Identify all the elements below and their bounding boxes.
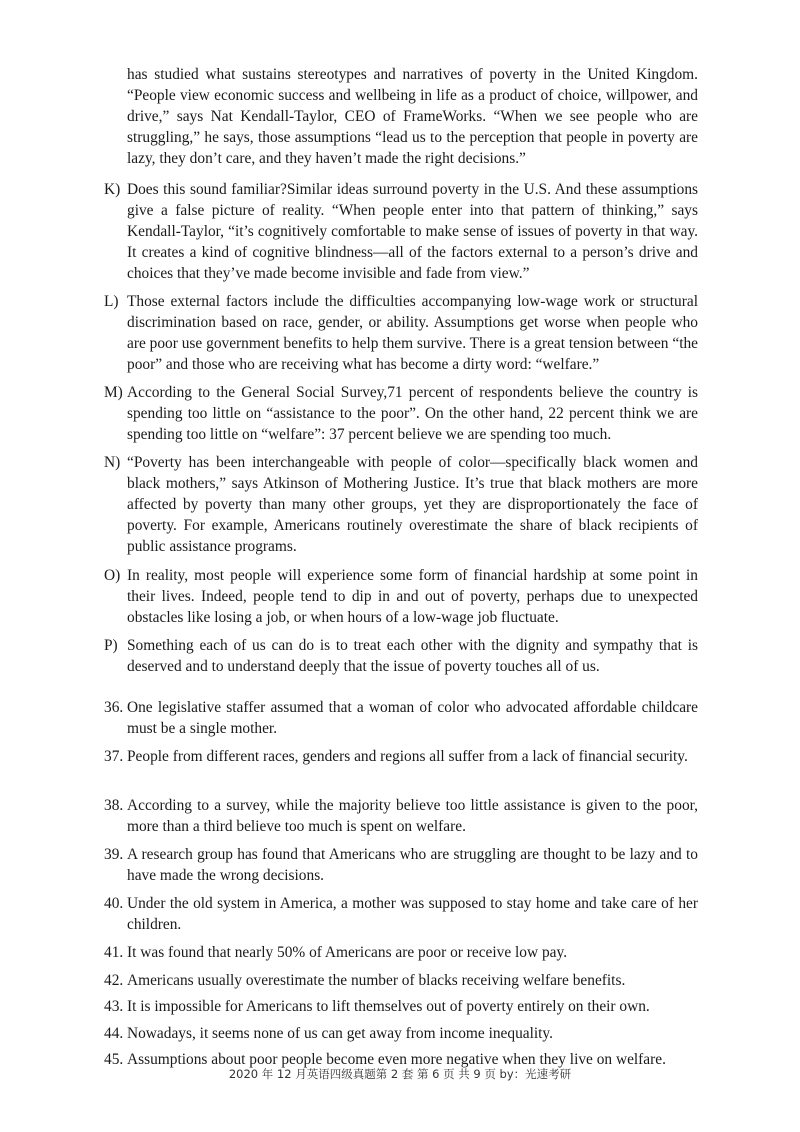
question-41 [104, 942, 698, 963]
paragraph-n [104, 452, 698, 557]
question-38 [104, 795, 698, 837]
question-text: One legislative staffer assumed that a woman of color who advocated affordable childcare must be a single mother. [127, 699, 698, 737]
paragraph-label: N) [104, 454, 121, 471]
question-number: 40. [104, 895, 124, 912]
paragraph-o [104, 565, 698, 628]
question-text: Assumptions about poor people become even more negative when they live on welfare. [127, 1051, 666, 1068]
question-number: 42. [104, 972, 124, 989]
question-number: 37. [104, 748, 124, 765]
question-number: 36. [104, 699, 124, 716]
paragraph-label: M) [104, 384, 123, 401]
question-text: Americans usually overestimate the number of blacks receiving welfare benefits. [127, 972, 626, 989]
paragraph-label: P) [104, 637, 118, 654]
paragraph-label: L) [104, 293, 119, 310]
question-36 [104, 697, 698, 739]
question-text: It was found that nearly 50% of Americans are poor or receive low pay. [127, 944, 568, 961]
question-text: Nowadays, it seems none of us can get away from income inequality. [127, 1025, 553, 1042]
paragraph-text: “Poverty has been interchangeable with people of color—specifically black women and black mothers,” says Atkinson of Mothering Justice. It’s true that black mothers are more affected by poverty than many other groups, yet they are disproportionately the face of poverty. For example, Americans routinely overestimate the share of black recipients of public assistance programs. [127, 454, 698, 555]
question-number: 41. [104, 944, 124, 961]
question-39 [104, 844, 698, 886]
question-text: According to a survey, while the majority believe too little assistance is given to the poor, more than a third believe too much is spent on welfare. [127, 797, 698, 835]
paragraph-k [104, 179, 698, 284]
lead-paragraph: has studied what sustains stereotypes and narratives of poverty in the United Kingdom. “People view economic success and wellbeing in life as a product of choice, willpower, and drive,” says Nat Kendall-Taylor, CEO of FrameWorks. “When we see people who are struggling,” he says, those assumptions “lead us to the perception that people in poverty are lazy, they don’t care, and they haven’t made the right decisions.” [127, 66, 698, 167]
paragraph-p [104, 635, 698, 677]
paragraph-label: K) [104, 181, 121, 198]
question-text: A research group has found that Americans who are struggling are thought to be lazy and to have made the wrong decisions. [127, 846, 698, 884]
question-42 [104, 970, 698, 991]
paragraph-l [104, 291, 698, 375]
paragraph-text: Does this sound familiar?Similar ideas surround poverty in the U.S. And these assumptions give a false picture of reality. “When people enter into that pattern of thinking,” says Kendall-Taylor, “it’s cognitively comfortable to make sense of issues of poverty in that way. It creates a kind of cognitive blindness—all of the factors external to a person’s drive and choices that they’ve made become invisible and fade from view.” [127, 181, 698, 282]
question-number: 45. [104, 1051, 124, 1068]
question-44 [104, 1023, 698, 1044]
question-text: Under the old system in America, a mother was supposed to stay home and take care of her children. [127, 895, 698, 933]
question-40 [104, 893, 698, 935]
question-number: 44. [104, 1025, 124, 1042]
paragraph-m [104, 382, 698, 445]
page-footer: 2020 年 12 月英语四级真题第 2 套 第 6 页 共 9 页 by：光速考研 [228, 1067, 572, 1081]
question-number: 43. [104, 998, 124, 1015]
paragraph-text: Something each of us can do is to treat each other with the dignity and sympathy that is deserved and to understand deeply that the issue of poverty touches all of us. [127, 637, 698, 675]
question-text: It is impossible for Americans to lift themselves out of poverty entirely on their own. [127, 998, 650, 1015]
paragraph-text: Those external factors include the difficulties accompanying low-wage work or structural discrimination based on race, gender, or ability. Assumptions get worse when people who are poor use government benefits to help them survive. There is a great tension between “the poor” and those who are receiving what has become a dirty word: “welfare.” [127, 293, 698, 373]
paragraph-text: In reality, most people will experience some form of financial hardship at some point in their lives. Indeed, people tend to dip in and out of poverty, perhaps due to unexpected obstacles like losing a job, or when hours of a low-wage job fluctuate. [127, 567, 698, 626]
question-number: 39. [104, 846, 124, 863]
paragraph-label: O) [104, 567, 121, 584]
question-43 [104, 996, 698, 1017]
question-text: People from different races, genders and regions all suffer from a lack of financial security. [127, 748, 688, 765]
paragraph-text: According to the General Social Survey,71 percent of respondents believe the country is spending too little on “assistance to the poor”. On the other hand, 22 percent think we are spending too little on “welfare”: 37 percent believe we are spending too much. [127, 384, 698, 443]
question-number: 38. [104, 797, 124, 814]
question-37 [104, 746, 698, 767]
